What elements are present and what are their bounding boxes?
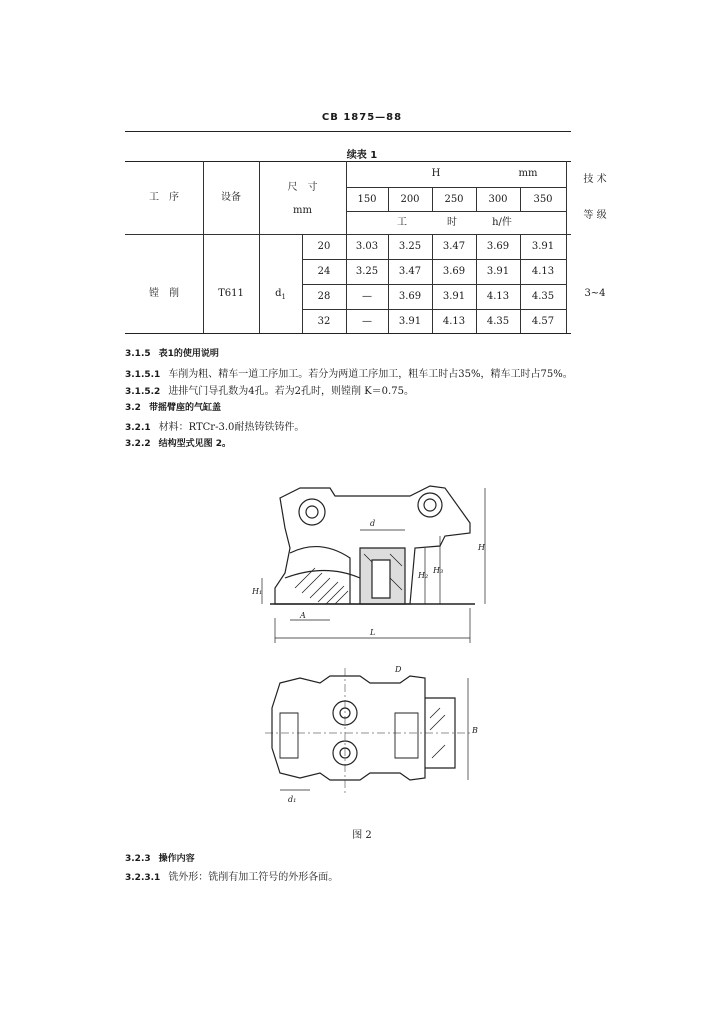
- table-cell: 3.69: [442, 266, 466, 277]
- row-divider: [346, 211, 566, 212]
- header-grade-2: 等 级: [583, 210, 607, 221]
- col-divider: [203, 161, 204, 333]
- header-H: H: [431, 168, 441, 179]
- table-cell: 4.35: [531, 291, 555, 302]
- standard-number: CB 1875—88: [321, 112, 403, 123]
- row-divider: [302, 259, 566, 260]
- H-value: 200: [400, 194, 420, 205]
- table-cell: 3.47: [398, 266, 422, 277]
- table-cell: 3.69: [398, 291, 422, 302]
- dim-label: L: [370, 628, 376, 637]
- table-cell: 4.13: [531, 266, 555, 277]
- section-heading: 3.2 带摇臂座的气缸盖: [125, 403, 221, 413]
- H-value: 150: [357, 194, 377, 205]
- row-divider: [302, 309, 566, 310]
- H-value: 250: [444, 194, 464, 205]
- H-value: 300: [488, 194, 508, 205]
- dim-label: D: [395, 665, 402, 674]
- table-row-d: 28: [317, 291, 331, 302]
- table-cell: —: [362, 291, 372, 302]
- table-cell: 4.35: [486, 316, 510, 327]
- dim-label: H₃: [433, 566, 444, 575]
- table-cell: 3.91: [442, 291, 466, 302]
- table-row-d: 20: [317, 241, 331, 252]
- header-size-unit: mm: [293, 205, 312, 216]
- table-cell: 3.25: [398, 241, 422, 252]
- dim-label: H₁: [252, 587, 263, 596]
- table-cell: 3.47: [442, 241, 466, 252]
- dim-label: H₂: [418, 571, 429, 580]
- paragraph: 3.1.5.1 车削为粗、精车一道工序加工。若分为两道工序加工，粗车工时占35%，精车工时占75%。: [125, 369, 573, 380]
- paragraph: 3.2.3.1 铣外形：铣削有加工符号的外形各面。: [125, 872, 339, 883]
- table-cell: 3.69: [486, 241, 510, 252]
- dim-label: H: [478, 543, 485, 552]
- table-cell: 3.91: [486, 266, 510, 277]
- process-cell: 镗 削: [149, 288, 179, 299]
- table-cell: 3.91: [531, 241, 555, 252]
- table-top-rule: [125, 161, 571, 162]
- table-cell: —: [362, 316, 372, 327]
- table-cell: 4.13: [442, 316, 466, 327]
- header-process: 工 序: [149, 192, 179, 203]
- table-bottom-rule: [125, 333, 571, 334]
- table-caption: 续表 1: [346, 150, 378, 161]
- col-divider: [566, 161, 567, 333]
- cylinder-head-drawing: [240, 468, 500, 813]
- row-divider: [346, 187, 566, 188]
- work-hour-unit: h/件: [492, 217, 512, 228]
- H-value: 350: [533, 194, 553, 205]
- equipment-cell: T611: [218, 288, 244, 299]
- table-header-rule: [125, 234, 571, 235]
- work-hour-label: 时: [447, 217, 457, 228]
- table-cell: 3.03: [355, 241, 379, 252]
- table-cell: 4.57: [531, 316, 555, 327]
- header-size: 尺 寸: [287, 182, 318, 193]
- table-cell: 3.91: [398, 316, 422, 327]
- header-equipment: 设备: [221, 192, 241, 203]
- section-heading: 3.2.3 操作内容: [125, 854, 195, 864]
- figure-caption: 图 2: [352, 830, 372, 841]
- section-view: [251, 486, 486, 643]
- dim-label: A: [300, 611, 306, 620]
- dim-label: d₁: [288, 795, 297, 804]
- plan-view: [265, 665, 478, 804]
- header-H-unit: mm: [518, 168, 538, 179]
- grade-cell: 3~4: [584, 288, 606, 299]
- dim-label: B: [472, 726, 478, 735]
- paragraph: 3.2.1 材料：RTCr-3.0耐热铸铁铸件。: [125, 422, 305, 433]
- dim-label: d: [370, 519, 376, 528]
- header-rule: [125, 131, 571, 132]
- paragraph: 3.1.5.2 进排气门导孔数为4孔。若为2孔时，则镗削 K＝0.75。: [125, 386, 414, 397]
- table-cell: 3.25: [355, 266, 379, 277]
- size-symbol-cell: $d_1$: [275, 288, 286, 301]
- table-row-d: 24: [317, 266, 331, 277]
- paragraph: 3.2.2 结构型式见图 2。: [125, 439, 232, 449]
- table-cell: 4.13: [486, 291, 510, 302]
- section-heading: 3.1.5 表1的使用说明: [125, 349, 219, 359]
- table-row-d: 32: [317, 316, 331, 327]
- work-hour-label: 工: [397, 217, 407, 228]
- row-divider: [302, 284, 566, 285]
- header-grade-1: 技 术: [583, 174, 607, 185]
